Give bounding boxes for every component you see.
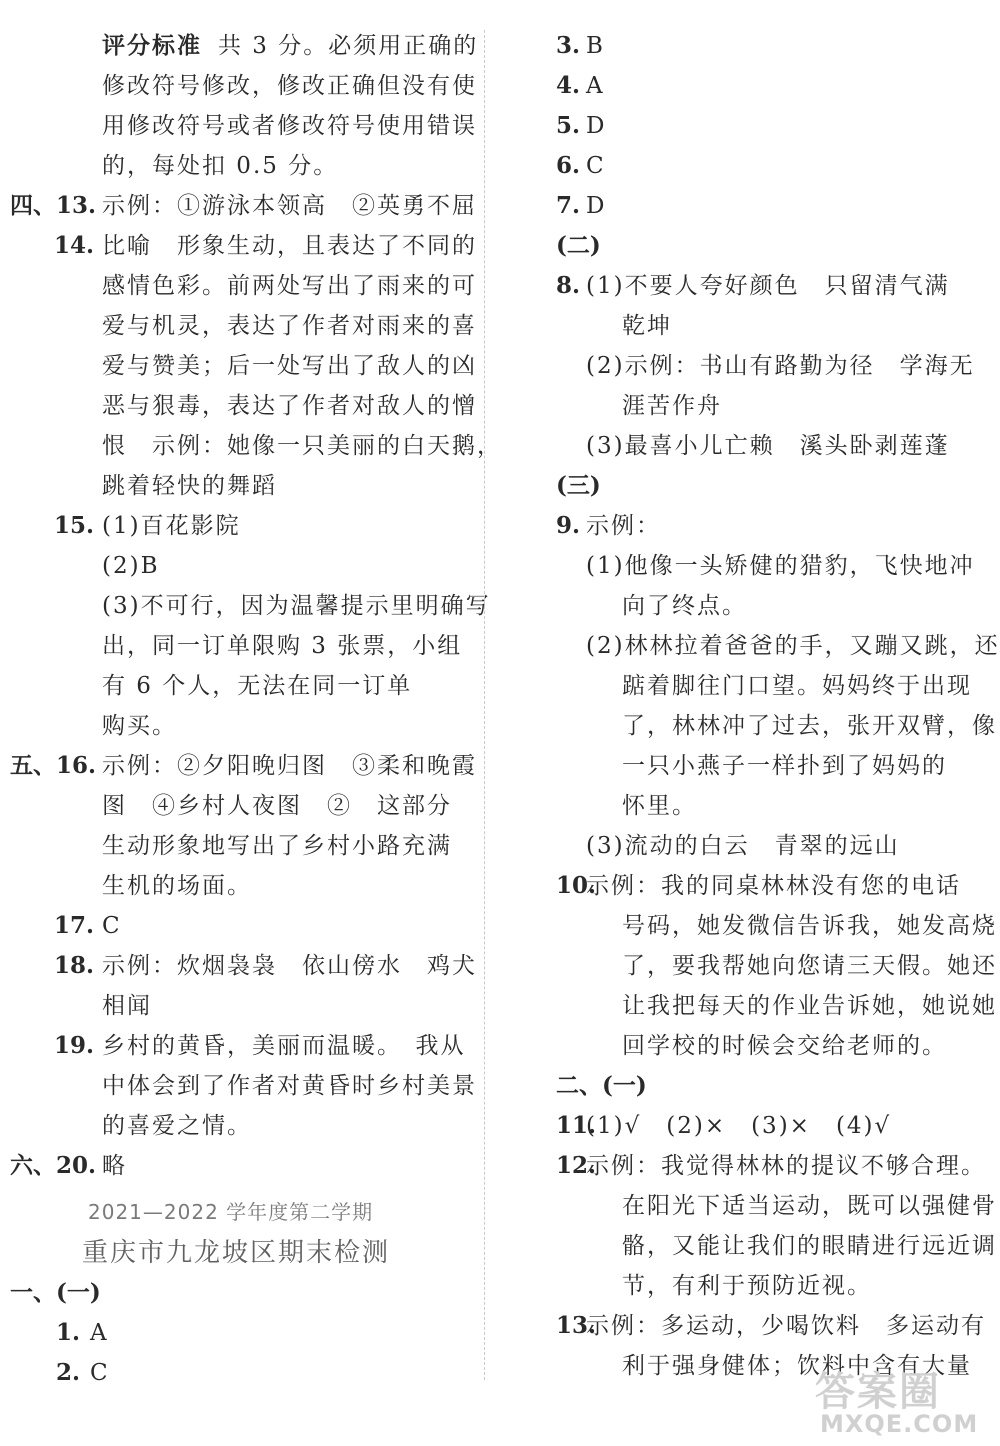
- question-number: 二、(一): [556, 1072, 647, 1099]
- answer-line: 乡村的黄昏，美丽而温暖。 我从: [102, 1033, 466, 1059]
- answer-line: 共 3 分。必须用正确的: [218, 33, 479, 59]
- answer-line: (1)他像一头矫健的猎豹，飞快地冲: [586, 553, 975, 579]
- answer-line: D: [586, 193, 607, 219]
- question-number: 18.: [54, 952, 95, 979]
- answer-line: 用修改符号或者修改符号使用错误: [102, 113, 477, 139]
- answer-line: D: [586, 113, 607, 139]
- answer-line: 一只小燕子一样扑到了妈妈的: [622, 753, 947, 779]
- answer-line: 图 ④乡村人夜图 ② 这部分: [102, 793, 452, 819]
- question-number: (三): [556, 472, 601, 499]
- question-number: 10.: [556, 872, 597, 899]
- answer-line: B: [586, 33, 605, 59]
- answer-line: 爱与机灵，表达了作者对雨来的喜: [102, 313, 477, 339]
- answer-line: 的喜爱之情。: [102, 1113, 252, 1139]
- question-number: 13.: [556, 1312, 597, 1339]
- answer-line: 有 6 个人，无法在同一订单: [102, 673, 413, 699]
- answer-line: 号码，她发微信告诉我，她发高烧: [622, 913, 997, 939]
- answer-line: 节，有利于预防近视。: [622, 1273, 872, 1299]
- question-number: 6.: [556, 152, 581, 179]
- answer-line: 生动形象地写出了乡村小路充满: [102, 833, 452, 859]
- answer-line: 骼，又能让我们的眼睛进行远近调: [622, 1233, 997, 1259]
- question-number: 四、13.: [10, 192, 97, 219]
- answer-line: 回学校的时候会交给老师的。: [622, 1033, 947, 1059]
- answer-line: 略: [102, 1153, 127, 1179]
- answer-line: (1)√ (2)× (3)× (4)√: [586, 1113, 892, 1139]
- question-number: 5.: [556, 112, 581, 139]
- question-number: 19.: [54, 1032, 95, 1059]
- answer-line: 示例：: [586, 513, 661, 539]
- question-number: 8.: [556, 272, 581, 299]
- column-divider: [484, 30, 485, 1380]
- answer-line: C: [102, 913, 122, 939]
- question-number: 1.: [56, 1319, 81, 1346]
- answer-line: 恨 示例：她像一只美丽的白天鹅，: [102, 433, 502, 459]
- answer-line: 涯苦作舟: [622, 393, 722, 419]
- answer-line: 示例：炊烟袅袅 依山傍水 鸡犬: [102, 953, 477, 979]
- answer-line: 恶与狠毒，表达了作者对敌人的憎: [102, 393, 477, 419]
- answer-line: 感情色彩。前两处写出了雨来的可: [102, 273, 477, 299]
- answer-line: 示例：我觉得林林的提议不够合理。: [586, 1153, 986, 1179]
- answer-line: 跳着轻快的舞蹈: [102, 473, 277, 499]
- question-number: 一、(一): [10, 1279, 101, 1306]
- answer-line: 利于强身健体；饮料中含有大量: [622, 1353, 972, 1379]
- answer-line: A: [586, 73, 605, 99]
- answer-line: (1)百花影院: [102, 513, 241, 539]
- question-number: 17.: [54, 912, 95, 939]
- answer-line: (3)不可行，因为温馨提示里明确写: [102, 593, 491, 619]
- answer-line: 踮着脚往门口望。妈妈终于出现: [622, 673, 972, 699]
- answer-line: C: [586, 153, 606, 179]
- question-number: 14.: [54, 232, 95, 259]
- exam-year-heading: 2021—2022 学年度第二学期: [88, 1200, 374, 1224]
- answer-line: (2)B: [102, 553, 160, 579]
- watermark-logo: 答案圈 MXQE.COM: [815, 1369, 979, 1438]
- grading-label: 评分标准: [102, 32, 202, 59]
- answer-line: 比喻 形象生动，且表达了不同的: [102, 233, 477, 259]
- answer-line: 示例：多运动，少喝饮料 多运动有: [586, 1313, 986, 1339]
- answer-line: (2)示例：书山有路勤为径 学海无: [586, 353, 975, 379]
- answer-line: 修改符号修改，修改正确但没有使: [102, 73, 477, 99]
- answer-line: 向了终点。: [622, 593, 747, 619]
- answer-line: 在阳光下适当运动，既可以强健骨: [622, 1193, 997, 1219]
- answer-line: 示例：我的同桌林林没有您的电话: [586, 873, 961, 899]
- question-number: (二): [556, 232, 601, 259]
- question-number: 3.: [556, 32, 581, 59]
- answer-line: 的，每处扣 0.5 分。: [102, 153, 339, 179]
- answer-line: 出，同一订单限购 3 张票，小组: [102, 633, 463, 659]
- answer-line: 爱与赞美；后一处写出了敌人的凶: [102, 353, 477, 379]
- exam-title-heading: 重庆市九龙坡区期末检测: [82, 1238, 391, 1268]
- answer-line: 了，要我帮她向您请三天假。她还: [622, 953, 997, 979]
- question-number: 11.: [556, 1112, 597, 1139]
- answer-line: 示例：①游泳本领高 ②英勇不屈: [102, 193, 477, 219]
- question-number: 12.: [556, 1152, 597, 1179]
- question-number: 7.: [556, 192, 581, 219]
- answer-line: (1)不要人夸好颜色 只留清气满: [586, 273, 950, 299]
- answer-line: 怀里。: [622, 793, 697, 819]
- answer-line: (2)林林拉着爸爸的手，又蹦又跳，还: [586, 633, 1000, 659]
- answer-line: 相闻: [102, 993, 152, 1019]
- answer-line: 中体会到了作者对黄昏时乡村美景: [102, 1073, 477, 1099]
- question-number: 五、16.: [10, 752, 97, 779]
- answer-line: C: [90, 1360, 110, 1386]
- answer-line: (3)最喜小儿亡赖 溪头卧剥莲蓬: [586, 433, 950, 459]
- question-number: 2.: [56, 1359, 81, 1386]
- answer-line: 示例：②夕阳晚归图 ③柔和晚霞: [102, 753, 477, 779]
- answer-line: 购买。: [102, 713, 177, 739]
- answer-line: 生机的场面。: [102, 873, 252, 899]
- answer-line: A: [90, 1320, 109, 1346]
- answer-line: 乾坤: [622, 313, 672, 339]
- question-number: 9.: [556, 512, 581, 539]
- question-number: 15.: [54, 512, 95, 539]
- answer-line: 让我把每天的作业告诉她，她说她: [622, 993, 997, 1019]
- question-number: 4.: [556, 72, 581, 99]
- answer-line: (3)流动的白云 青翠的远山: [586, 833, 900, 859]
- question-number: 六、20.: [10, 1152, 97, 1179]
- answer-line: 了，林林冲了过去，张开双臂，像: [622, 713, 997, 739]
